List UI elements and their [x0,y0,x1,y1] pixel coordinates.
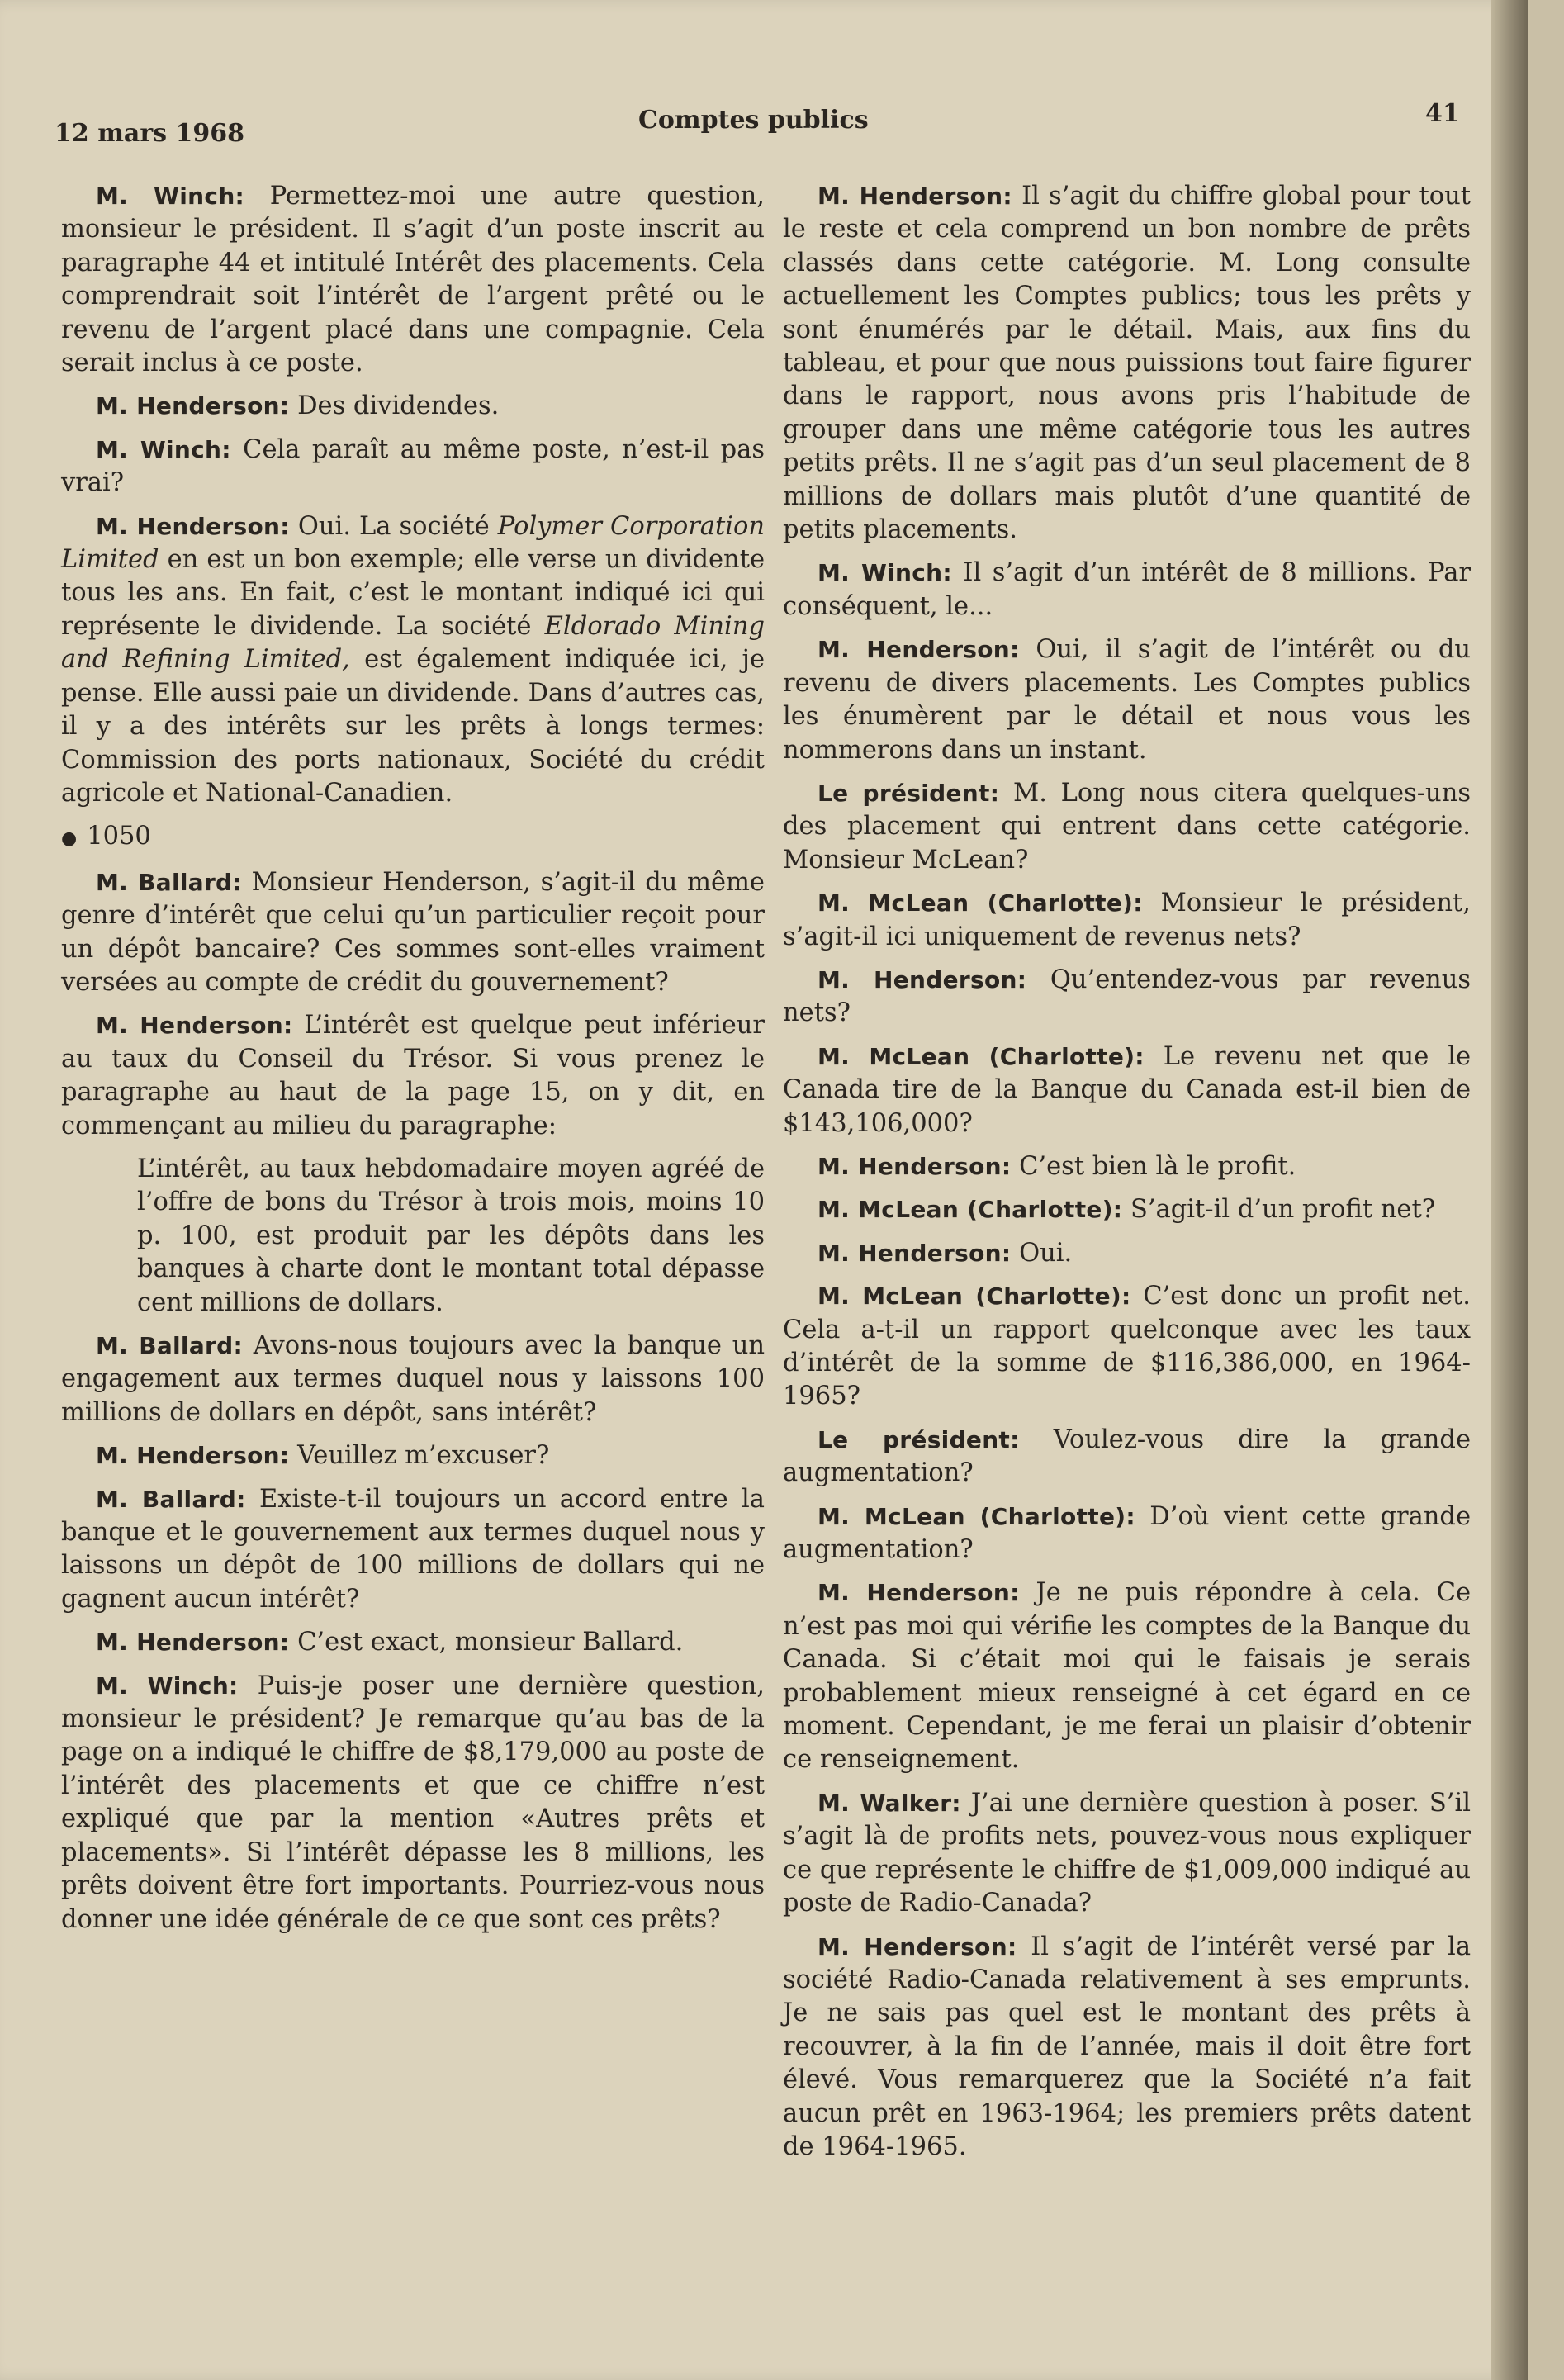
paragraph-text: en est un bon exemple; elle verse un dividente tous les ans. En fait, c’est le montant indiqué ici qui représente le dividende. La société [61,545,765,641]
paragraph-text: J’ai une dernière question à poser. S’il s’agit là de profits nets, pouvez-vous nous expliquer ce que représente le chiffre de $1,009,000 indiqué au poste de Radio-Canada? [783,1788,1471,1918]
paragraph [61,1009,765,1143]
paragraph-text: Des dividendes. [289,391,500,421]
speaker-name: M. Henderson: [96,1442,290,1470]
paragraph [61,1483,765,1617]
paragraph-text: Oui, il s’agit de l’intérêt ou du revenu de divers placements. Les Comptes publics les énumèrent par le détail et nous vous les nommerons dans un instant. [783,635,1471,765]
paragraph-text: Existe-t-il toujours un accord entre la banque et le gouvernement aux termes duquel nous y laissons un dépôt de 100 millions de dollars qui ne gagnent aucun intérêt? [61,1484,765,1614]
paragraph [783,1576,1471,1776]
paragraph [61,180,765,380]
speaker-name: M. Walker: [818,1789,961,1817]
paragraph-text: Je ne puis répondre à cela. Ce n’est pas moi qui vérifie les comptes de la Banque du Canada. Si c’était moi qui le faisais je serais probablement mieux renseigné à cet égard en ce moment. Cependant, je me ferai un plaisir d’obtenir ce renseignement. [783,1578,1471,1775]
speaker-name: M. Ballard: [96,1332,243,1359]
speaker-name: Le président: [818,1425,1020,1453]
speaker-name: M. Winch: [96,435,231,463]
paragraph-text: Permettez-moi une autre question, monsieur le président. Il s’agit d’un poste inscrit au paragraphe 44 et intitulé Intérêt des placements. Cela comprendrait soit l’intérêt de l’argent prêté ou le revenu de l’argent placé dans une compagnie. Cela serait inclus à ce poste. [61,182,765,378]
speaker-name: M. Henderson: [96,1629,290,1657]
speaker-name: M. Henderson: [818,636,1020,664]
paragraph [783,777,1471,877]
paragraph-text: Oui. La société [289,511,498,541]
speaker-name: M. Winch: [818,559,952,587]
speaker-name: M. Henderson: [818,183,1012,210]
company-name-italic: Polymer Corporation Limited [61,511,765,575]
speaker-name: M. Ballard: [96,1485,246,1513]
paragraph [783,1501,1471,1567]
speaker-name: M. Winch: [96,1671,239,1700]
paragraph-text: C’est exact, monsieur Ballard. [289,1628,684,1657]
paragraph [783,1280,1471,1414]
paragraph-text: C’est bien là le profit. [1011,1151,1296,1181]
paragraph [61,390,765,423]
paragraph [783,887,1471,954]
paragraph-text: S’agit-il d’un profit net? [1122,1195,1436,1225]
speaker-name: M. Henderson: [818,1932,1017,1960]
bullet-icon: ● [61,828,78,850]
paragraph [61,1670,765,1937]
paragraph-text: Cela paraît au même poste, n’est-il pas vrai? [61,434,765,498]
paragraph [783,1424,1471,1491]
speaker-name: Le président: [818,779,1000,807]
paragraph-text: Il s’agit de l’intérêt versé par la société Radio-Canada relativement à ses emprunts. Je ne sais pas quel est le montant des prêts à recouvrer, à la fin de l’année, mais il doit être fort élevé. Vous remarquerez que la Société n’a fait aucun prêt en 1963-1964; les premiers prêts datent de 1964-1965. [783,1932,1472,2161]
left-column [61,180,765,1946]
paragraph-text: Veuillez m’excuser? [289,1441,550,1471]
paragraph [783,1041,1471,1140]
page-number: 41 [1425,99,1460,128]
block-quote: L’intérêt, au taux hebdomadaire moyen agréé de l’offre de bons du Trésor à trois mois, moins 10 p. 100, est produit par les dépôts dans les banques à charte dont le montant total dépasse cent millions de dollars. [137,1154,765,1317]
paragraph [783,557,1471,623]
paragraph [61,1439,765,1472]
speaker-name: M. McLean (Charlotte): [818,889,1143,917]
paragraph-text: Monsieur Henderson, s’agit-il du même genre d’intérêt que celui qu’un particulier reçoit pour un dépôt bancaire? Ces sommes sont-elles vraiment versées au compte de crédit du gouvernement? [61,867,765,997]
speaker-name: M. McLean (Charlotte): [818,1282,1131,1311]
speaker-name: M. McLean (Charlotte): [818,1196,1123,1224]
speaker-name: M. McLean (Charlotte): [818,1042,1145,1070]
paragraph [783,1787,1471,1921]
paragraph-text: Il s’agit du chiffre global pour tout le reste et cela comprend un bon nombre de prêts classés dans cette catégorie. M. Long consulte actuellement les Comptes publics; tous les prêts y sont énumérés par le détail. Mais, aux fins du tableau, et pour que nous puissions tout faire figurer dans le rapport, nous avons pris l’habitude de grouper dans une même catégorie tous les autres petits prêts. Il ne s’agit pas d’un seul placement de 8 millions de dollars mais plutôt d’une quantité de petits placements. [783,182,1471,545]
header-date: 12 mars 1968 [55,119,245,148]
paragraph-text: Voulez-vous dire la grande augmentation? [783,1425,1471,1488]
paragraph [61,866,765,1000]
paragraph-text: Qu’entendez-vous par revenus nets? [783,965,1471,1028]
paragraph-text: D’où vient cette grande augmentation? [783,1501,1471,1565]
page-header [55,99,1458,149]
paragraph [61,1330,765,1429]
company-name-italic: Eldorado Mining and Refining Limited, [61,611,765,675]
paragraph-text: C’est donc un profit net. Cela a-t-il un rapport quelconque avec les taux d’intérêt de la somme de $116,386,000, en 1964-1965? [783,1282,1471,1411]
speaker-name: M. Winch: [96,183,245,210]
paragraph-text: Le revenu net que le Canada tire de la Banque du Canada est-il bien de $143,106,000? [783,1041,1471,1138]
speaker-name: M. Henderson: [96,392,290,420]
paragraph [783,964,1471,1031]
paragraph [783,1193,1471,1226]
speaker-name: M. Henderson: [818,1239,1012,1267]
paragraph [61,434,765,500]
paragraph [783,633,1471,767]
speaker-name: M. Henderson: [96,1012,293,1040]
paragraph-text: Monsieur le président, s’agit-il ici uniquement de revenus nets? [783,889,1471,951]
paragraph-text: Oui. [1011,1238,1073,1268]
paragraph-text: Avons-nous toujours avec la banque un engagement aux termes duquel nous y laissons 100 millions de dollars en dépôt, sans intérêt? [61,1331,765,1427]
paragraph [783,1931,1471,2164]
paragraph [783,1150,1471,1183]
right-column [783,180,1471,2174]
speaker-name: M. Henderson: [818,965,1027,993]
paragraph [783,1237,1471,1270]
paragraph-text: est également indiquée ici, je pense. Elle aussi paie un dividende. Dans d’autres cas, il y a des intérêts sur les prêts à longs termes: Commission des ports nationaux, Société du crédit agricole et National-Canadien. [61,645,765,808]
speaker-name: M. Henderson: [96,512,290,540]
paragraph-text: M. Long nous citera quelques-uns des placement qui entrent dans cette catégorie. Monsieur McLean? [783,778,1471,875]
paragraph-text: Il s’agit d’un intérêt de 8 millions. Par conséquent, le... [783,558,1472,621]
paragraph-text: L’intérêt est quelque peut inférieur au taux du Conseil du Trésor. Si vous prenez le paragraphe au haut de la page 15, on y dit, en commençant au milieu du paragraphe: [61,1011,765,1140]
paragraph [61,1626,765,1659]
time-marker-text: 1050 [87,822,151,851]
page-binding-edge [1491,0,1528,2380]
paragraph [783,180,1471,547]
time-marker [61,820,765,856]
header-title: Comptes publics [638,106,869,135]
speaker-name: M. Henderson: [818,1579,1020,1607]
speaker-name: M. Ballard: [96,868,242,896]
speaker-name: M. McLean (Charlotte): [818,1502,1135,1530]
speaker-name: M. Henderson: [818,1152,1012,1180]
paragraph-text: Puis-je poser une dernière question, monsieur le président? Je remarque qu’au bas de la page on a indiqué le chiffre de $8,179,000 au poste de l’intérêt des placements et que ce chiffre n’est expliqué que par la mention «Autres prêts et placements». Si l’intérêt dépasse les 8 millions, les prêts doivent être fort importants. Pourriez-vous nous donner une idée générale de ce que sont ces prêts? [61,1671,765,1934]
paragraph [61,510,765,811]
